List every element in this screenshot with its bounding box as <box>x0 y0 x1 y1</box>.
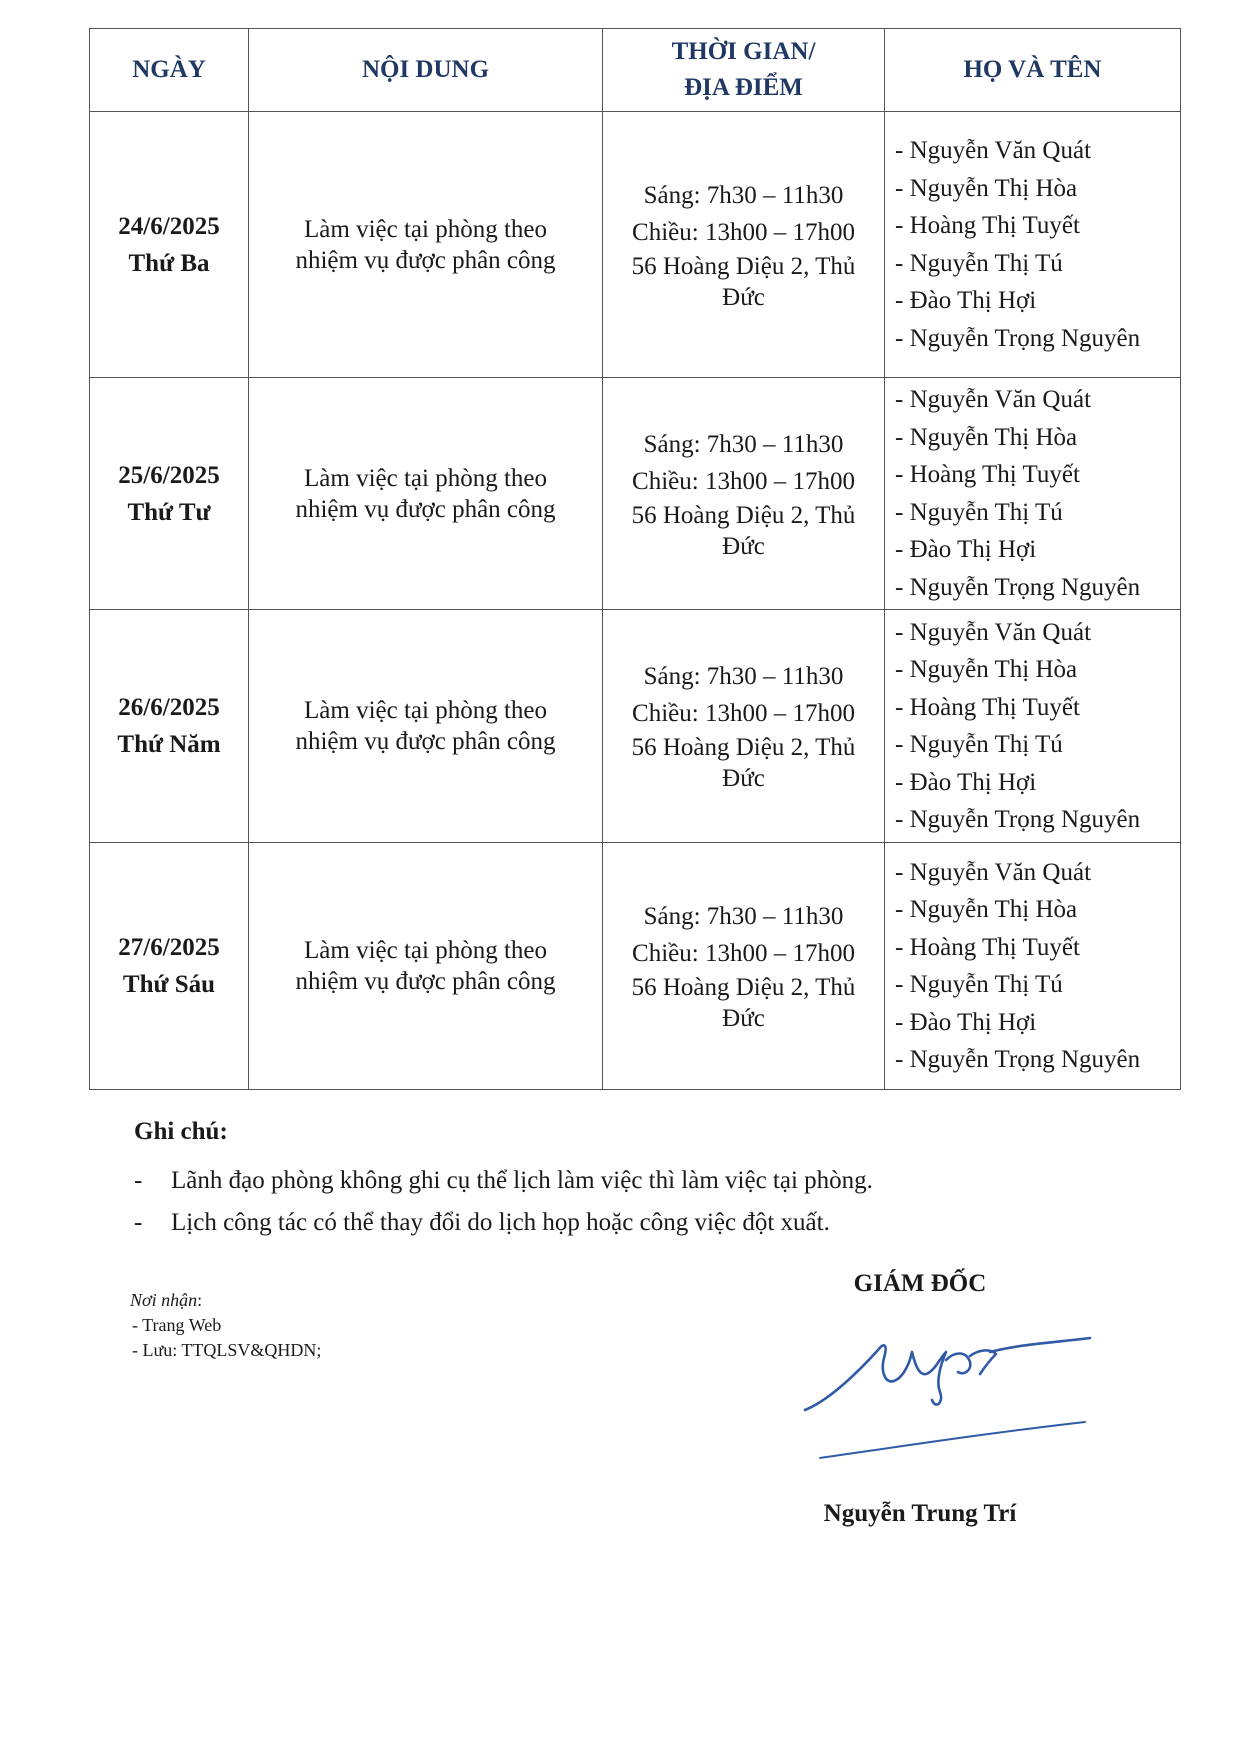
signature-block <box>790 1270 1050 1298</box>
signature-strokes <box>805 1338 1090 1458</box>
schedule-table <box>89 28 1181 1090</box>
person-name: - Nguyễn Văn Quát <box>895 137 1092 164</box>
note-item <box>134 1202 1134 1244</box>
person-name: - Nguyễn Văn Quát <box>895 618 1092 646</box>
person-name: - Nguyễn Thị Tú <box>895 971 1063 998</box>
date-cell <box>90 843 249 1090</box>
note-item <box>134 1160 1134 1202</box>
person-name: - Nguyễn Văn Quát <box>895 858 1092 886</box>
header-time-line2: ĐỊA ĐIỂM <box>684 74 803 101</box>
content-cell <box>249 112 603 378</box>
person-name: - Nguyễn Trọng Nguyên <box>895 324 1141 352</box>
header-time-line1: THỜI GIAN/ <box>671 38 816 65</box>
person-name: - Đào Thị Hợi <box>895 1008 1037 1036</box>
afternoon-hours: Chiều: 13h00 – 17h00 <box>632 700 855 727</box>
person-name: - Nguyễn Trọng Nguyên <box>895 573 1141 601</box>
recipients-section <box>130 1288 321 1363</box>
address-line: Đức <box>722 1005 765 1032</box>
person-name: - Đào Thị Hợi <box>895 536 1037 563</box>
person-name: - Nguyễn Trọng Nguyên <box>895 1046 1141 1073</box>
content-line: Làm việc tại phòng theo <box>304 464 547 492</box>
date-cell <box>90 610 249 843</box>
person-name: - Nguyễn Thị Hòa <box>895 656 1078 683</box>
afternoon-hours: Chiều: 13h00 – 17h00 <box>632 467 855 495</box>
person-name: - Nguyễn Thị Tú <box>895 731 1063 758</box>
names-cell <box>885 843 1181 1090</box>
morning-hours: Sáng: 7h30 – 11h30 <box>643 663 844 690</box>
row-weekday: Thứ Sáu <box>122 971 216 998</box>
table-row <box>90 112 1181 378</box>
table-row <box>90 610 1181 843</box>
time-location-cell <box>603 610 885 843</box>
table-row <box>90 843 1181 1090</box>
signer-title: GIÁM ĐỐC <box>853 1270 987 1297</box>
content-line: nhiệm vụ được phân công <box>295 495 556 523</box>
afternoon-hours: Chiều: 13h00 – 17h00 <box>632 218 855 246</box>
content-line: Làm việc tại phòng theo <box>304 215 547 243</box>
address-line: 56 Hoàng Diệu 2, Thủ <box>631 252 856 280</box>
content-line: nhiệm vụ được phân công <box>295 968 556 995</box>
time-location-cell <box>603 843 885 1090</box>
header-date: NGÀY <box>90 29 249 112</box>
row-weekday: Thứ Tư <box>127 498 211 526</box>
table-row <box>90 378 1181 610</box>
person-name: - Nguyễn Thị Hòa <box>895 174 1078 202</box>
person-name: - Nguyễn Thị Hòa <box>895 896 1078 923</box>
row-weekday: Thứ Năm <box>117 731 221 758</box>
person-name: - Nguyễn Thị Tú <box>895 498 1063 526</box>
row-date: 27/6/2025 <box>118 934 220 961</box>
content-cell <box>249 610 603 843</box>
time-location-cell <box>603 112 885 378</box>
recipients-colon: : <box>197 1290 203 1310</box>
names-cell <box>885 610 1181 843</box>
content-line: nhiệm vụ được phân công <box>295 246 556 274</box>
names-cell <box>885 112 1181 378</box>
address-line: 56 Hoàng Diệu 2, Thủ <box>631 501 856 529</box>
person-name: - Đào Thị Hợi <box>895 287 1037 314</box>
recipients-title-text: Nơi nhận <box>130 1290 198 1310</box>
person-name: - Nguyễn Thị Hòa <box>895 423 1078 451</box>
note-text: Lịch công tác có thể thay đổi do lịch họp hoặc công việc đột xuất. <box>171 1209 830 1236</box>
header-content: NỘI DUNG <box>249 29 603 112</box>
notes-title: Ghi chú: <box>134 1118 228 1145</box>
address-line: Đức <box>722 765 765 792</box>
person-name: - Nguyễn Thị Tú <box>895 249 1063 277</box>
notes-section <box>134 1118 1134 1244</box>
time-location-cell <box>603 378 885 610</box>
header-names: HỌ VÀ TÊN <box>885 29 1181 112</box>
recipients-title <box>130 1288 321 1313</box>
content-cell <box>249 843 603 1090</box>
signature-stroke <box>805 1338 1090 1410</box>
table-header-row <box>90 29 1181 112</box>
note-dash: - <box>134 1209 143 1236</box>
person-name: - Đào Thị Hợi <box>895 768 1037 796</box>
date-cell <box>90 112 249 378</box>
address-line: 56 Hoàng Diệu 2, Thủ <box>631 734 856 761</box>
person-name: - Nguyễn Văn Quát <box>895 386 1092 413</box>
header-time-location <box>603 29 885 112</box>
person-name: - Hoàng Thị Tuyết <box>895 693 1080 721</box>
person-name: - Hoàng Thị Tuyết <box>895 212 1080 239</box>
content-line: nhiệm vụ được phân công <box>295 728 556 755</box>
handwritten-signature <box>800 1330 1100 1480</box>
content-cell <box>249 378 603 610</box>
person-name: - Hoàng Thị Tuyết <box>895 933 1080 961</box>
recipient-item: - Lưu: TTQLSV&QHDN; <box>132 1340 322 1360</box>
person-name: - Hoàng Thị Tuyết <box>895 461 1080 488</box>
recipient-item: - Trang Web <box>132 1315 222 1335</box>
content-line: Làm việc tại phòng theo <box>304 937 547 964</box>
names-cell <box>885 378 1181 610</box>
signer-name: Nguyễn Trung Trí <box>823 1500 1017 1527</box>
address-line: 56 Hoàng Diệu 2, Thủ <box>631 974 856 1001</box>
note-text: Lãnh đạo phòng không ghi cụ thể lịch làm việc thì làm việc tại phòng. <box>171 1167 873 1194</box>
note-dash: - <box>134 1167 143 1194</box>
signature-underline <box>820 1422 1085 1458</box>
row-date: 26/6/2025 <box>118 694 220 721</box>
morning-hours: Sáng: 7h30 – 11h30 <box>643 430 844 458</box>
morning-hours: Sáng: 7h30 – 11h30 <box>643 181 844 209</box>
person-name: - Nguyễn Trọng Nguyên <box>895 806 1141 833</box>
morning-hours: Sáng: 7h30 – 11h30 <box>643 903 844 930</box>
date-cell <box>90 378 249 610</box>
address-line: Đức <box>722 283 765 311</box>
content-line: Làm việc tại phòng theo <box>304 697 547 724</box>
row-date: 24/6/2025 <box>118 212 220 240</box>
afternoon-hours: Chiều: 13h00 – 17h00 <box>632 940 855 967</box>
row-date: 25/6/2025 <box>118 461 220 489</box>
row-weekday: Thứ Ba <box>128 249 210 277</box>
address-line: Đức <box>722 532 765 560</box>
